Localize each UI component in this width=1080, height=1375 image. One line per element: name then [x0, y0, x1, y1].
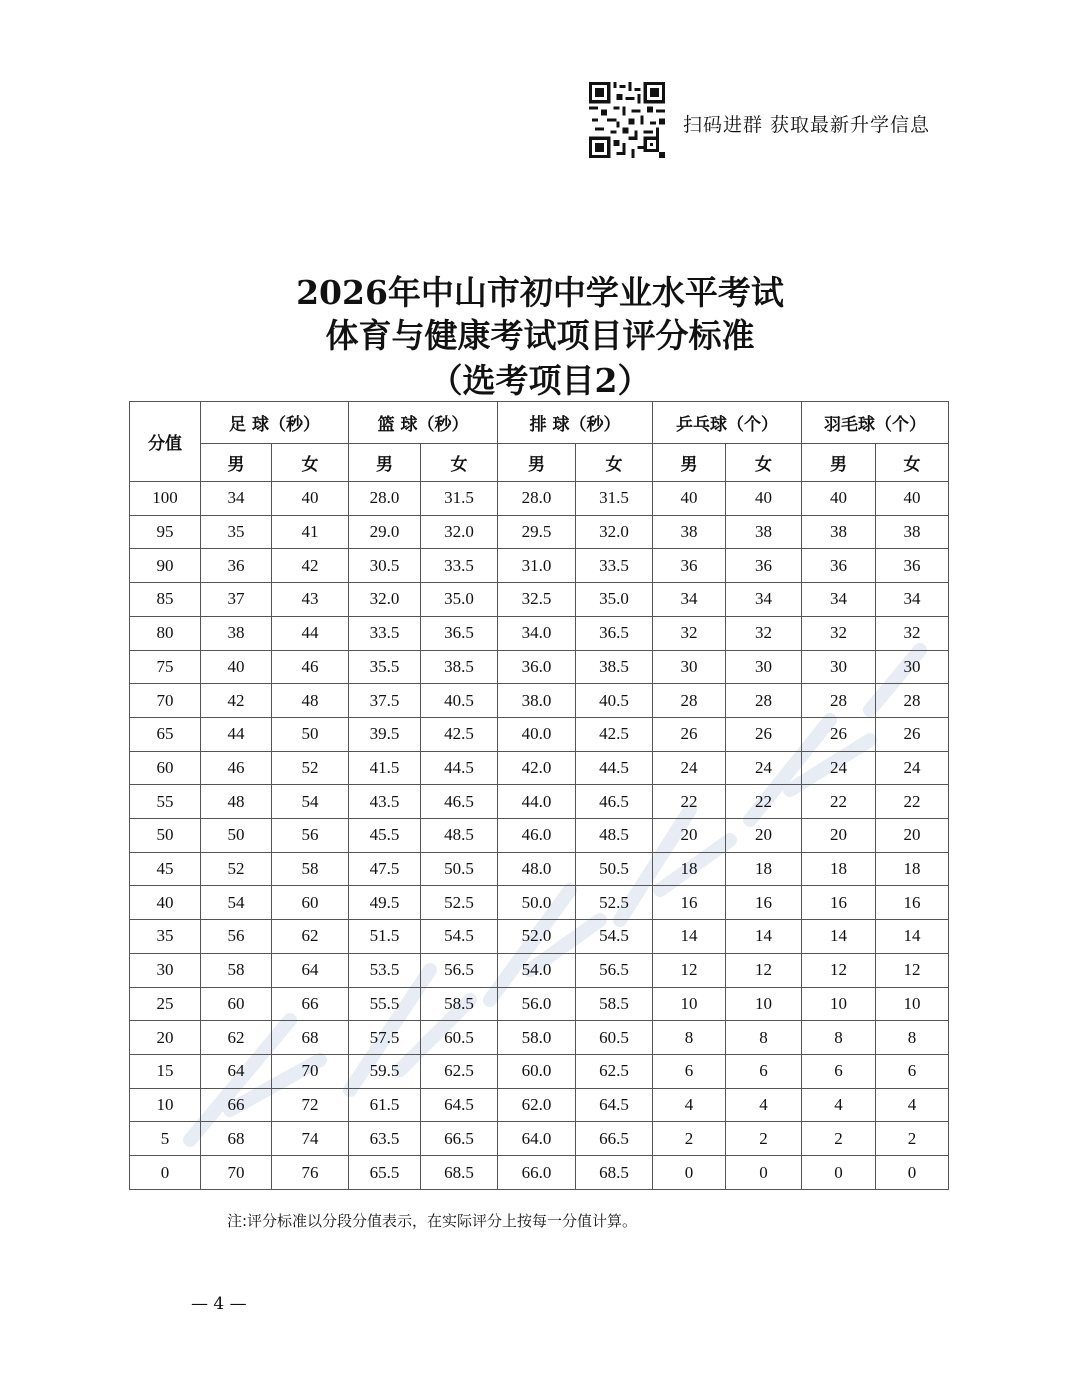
score-cell: 40 [130, 886, 201, 920]
table-cell: 32.0 [421, 515, 498, 549]
table-cell: 22 [802, 785, 876, 819]
score-cell: 10 [130, 1088, 201, 1122]
table-cell: 34.0 [498, 616, 576, 650]
table-cell: 68.5 [421, 1156, 498, 1190]
table-cell: 14 [653, 920, 726, 954]
score-header: 分值 [130, 402, 201, 482]
table-cell: 50.5 [421, 852, 498, 886]
table-cell: 50.5 [576, 852, 653, 886]
table-cell: 30 [876, 650, 949, 684]
table-cell: 32 [802, 616, 876, 650]
qr-caption: 扫码进群 获取最新升学信息 [683, 114, 931, 136]
gender-header-row [130, 444, 949, 482]
score-cell: 60 [130, 751, 201, 785]
table-cell: 66.0 [498, 1156, 576, 1190]
table-cell: 61.5 [349, 1088, 421, 1122]
table-cell: 48 [272, 684, 349, 718]
table-cell: 54.0 [498, 953, 576, 987]
table-cell: 36 [653, 549, 726, 583]
table-cell: 50 [272, 717, 349, 751]
table-cell: 54.5 [576, 920, 653, 954]
table-cell: 12 [802, 953, 876, 987]
table-cell: 4 [653, 1088, 726, 1122]
table-cell: 16 [876, 886, 949, 920]
table-cell: 18 [653, 852, 726, 886]
table-cell: 32 [653, 616, 726, 650]
table-cell: 10 [802, 987, 876, 1021]
table-row [130, 785, 949, 819]
table-cell: 36 [201, 549, 272, 583]
table-cell: 41.5 [349, 751, 421, 785]
table-cell: 28.0 [349, 482, 421, 516]
table-cell: 50.0 [498, 886, 576, 920]
table-row [130, 1122, 949, 1156]
page-title-line-3: （选考项目2） [429, 361, 651, 400]
table-row [130, 1021, 949, 1055]
table-cell: 4 [802, 1088, 876, 1122]
table-cell: 24 [726, 751, 802, 785]
score-cell: 20 [130, 1021, 201, 1055]
table-row [130, 819, 949, 853]
table-cell: 30 [726, 650, 802, 684]
page-number: — 4 — [191, 1294, 247, 1314]
table-cell: 20 [726, 819, 802, 853]
table-cell: 32 [726, 616, 802, 650]
score-cell: 100 [130, 482, 201, 516]
table-cell: 64 [201, 1054, 272, 1088]
page-title-line-2: 体育与健康考试项目评分标准 [325, 316, 755, 355]
table-cell: 42 [272, 549, 349, 583]
table-cell: 42.5 [576, 717, 653, 751]
table-cell: 46 [272, 650, 349, 684]
table-cell: 46 [201, 751, 272, 785]
table-cell: 46.0 [498, 819, 576, 853]
table-cell: 60 [272, 886, 349, 920]
table-cell: 65.5 [349, 1156, 421, 1190]
table-cell: 20 [653, 819, 726, 853]
gender-header: 女 [421, 444, 498, 482]
table-cell: 34 [876, 583, 949, 617]
table-cell: 56.0 [498, 987, 576, 1021]
table-cell: 42 [201, 684, 272, 718]
table-cell: 70 [272, 1054, 349, 1088]
table-cell: 31.0 [498, 549, 576, 583]
table-cell: 29.5 [498, 515, 576, 549]
table-row [130, 987, 949, 1021]
score-cell: 85 [130, 583, 201, 617]
table-cell: 38 [726, 515, 802, 549]
score-cell: 30 [130, 953, 201, 987]
table-cell: 38 [201, 616, 272, 650]
score-cell: 55 [130, 785, 201, 819]
table-cell: 35.5 [349, 650, 421, 684]
table-cell: 20 [876, 819, 949, 853]
table-row [130, 616, 949, 650]
table-cell: 6 [802, 1054, 876, 1088]
table-cell: 2 [726, 1122, 802, 1156]
table-row [130, 1088, 949, 1122]
table-cell: 57.5 [349, 1021, 421, 1055]
table-cell: 32.5 [498, 583, 576, 617]
table-cell: 62.5 [576, 1054, 653, 1088]
table-cell: 50 [201, 819, 272, 853]
table-row [130, 717, 949, 751]
table-cell: 36 [726, 549, 802, 583]
table-cell: 60.5 [421, 1021, 498, 1055]
table-row [130, 953, 949, 987]
table-cell: 40 [272, 482, 349, 516]
page-title-line-1: 2026年中山市初中学业水平考试 [296, 273, 784, 312]
table-cell: 33.5 [421, 549, 498, 583]
table-cell: 40 [726, 482, 802, 516]
table-cell: 62 [201, 1021, 272, 1055]
table-cell: 66.5 [421, 1122, 498, 1156]
table-cell: 8 [876, 1021, 949, 1055]
table-cell: 16 [726, 886, 802, 920]
table-cell: 28 [802, 684, 876, 718]
table-cell: 76 [272, 1156, 349, 1190]
table-cell: 52 [272, 751, 349, 785]
table-cell: 32.0 [576, 515, 653, 549]
table-cell: 52.0 [498, 920, 576, 954]
score-cell: 75 [130, 650, 201, 684]
table-cell: 0 [802, 1156, 876, 1190]
table-cell: 6 [726, 1054, 802, 1088]
table-cell: 42.5 [421, 717, 498, 751]
table-row [130, 583, 949, 617]
table-cell: 18 [726, 852, 802, 886]
table-cell: 46.5 [421, 785, 498, 819]
table-cell: 56.5 [421, 953, 498, 987]
table-cell: 60.0 [498, 1054, 576, 1088]
gender-header: 男 [201, 444, 272, 482]
table-cell: 40 [876, 482, 949, 516]
table-cell: 62 [272, 920, 349, 954]
table-row [130, 920, 949, 954]
table-cell: 28 [726, 684, 802, 718]
table-cell: 54 [201, 886, 272, 920]
table-cell: 14 [726, 920, 802, 954]
table-cell: 34 [653, 583, 726, 617]
table-cell: 33.5 [576, 549, 653, 583]
table-cell: 10 [876, 987, 949, 1021]
table-cell: 48.5 [421, 819, 498, 853]
table-cell: 54.5 [421, 920, 498, 954]
table-cell: 40 [653, 482, 726, 516]
table-cell: 12 [726, 953, 802, 987]
table-cell: 30.5 [349, 549, 421, 583]
table-cell: 45.5 [349, 819, 421, 853]
table-cell: 42.0 [498, 751, 576, 785]
group-header-badminton: 羽毛球（个） [802, 402, 949, 444]
table-cell: 0 [653, 1156, 726, 1190]
gender-header: 男 [498, 444, 576, 482]
table-row [130, 1054, 949, 1088]
table-cell: 64.5 [576, 1088, 653, 1122]
group-header-row [130, 402, 949, 444]
table-cell: 35.0 [421, 583, 498, 617]
gender-header: 男 [802, 444, 876, 482]
table-cell: 28 [876, 684, 949, 718]
group-header-volleyball: 排 球（秒） [498, 402, 653, 444]
table-cell: 56.5 [576, 953, 653, 987]
table-cell: 64.0 [498, 1122, 576, 1156]
table-cell: 66 [272, 987, 349, 1021]
table-cell: 6 [876, 1054, 949, 1088]
table-cell: 40 [201, 650, 272, 684]
table-cell: 36 [802, 549, 876, 583]
group-header-football: 足 球（秒） [201, 402, 349, 444]
table-cell: 56 [201, 920, 272, 954]
table-cell: 22 [876, 785, 949, 819]
table-cell: 47.5 [349, 852, 421, 886]
score-cell: 0 [130, 1156, 201, 1190]
gender-header: 男 [349, 444, 421, 482]
table-cell: 44.0 [498, 785, 576, 819]
table-row [130, 549, 949, 583]
gender-header: 女 [576, 444, 653, 482]
table-cell: 70 [201, 1156, 272, 1190]
table-cell: 74 [272, 1122, 349, 1156]
table-cell: 52.5 [576, 886, 653, 920]
table-cell: 38.5 [421, 650, 498, 684]
score-table [129, 401, 949, 1190]
table-cell: 56 [272, 819, 349, 853]
table-cell: 0 [726, 1156, 802, 1190]
table-cell: 40.0 [498, 717, 576, 751]
table-row [130, 515, 949, 549]
table-cell: 55.5 [349, 987, 421, 1021]
table-cell: 28 [653, 684, 726, 718]
score-cell: 70 [130, 684, 201, 718]
table-cell: 30 [802, 650, 876, 684]
score-table-body [130, 482, 949, 1190]
table-row [130, 886, 949, 920]
table-row [130, 684, 949, 718]
table-cell: 26 [726, 717, 802, 751]
table-cell: 38.0 [498, 684, 576, 718]
table-cell: 37 [201, 583, 272, 617]
score-cell: 25 [130, 987, 201, 1021]
score-cell: 65 [130, 717, 201, 751]
table-cell: 4 [726, 1088, 802, 1122]
footnote: 注:评分标准以分段分值表示，在实际评分上按每一分值计算。 [227, 1212, 638, 1230]
table-row [130, 650, 949, 684]
table-cell: 31.5 [421, 482, 498, 516]
table-cell: 38.5 [576, 650, 653, 684]
gender-header: 男 [653, 444, 726, 482]
table-cell: 8 [802, 1021, 876, 1055]
table-cell: 34 [802, 583, 876, 617]
table-cell: 48.0 [498, 852, 576, 886]
table-cell: 36 [876, 549, 949, 583]
table-cell: 44 [272, 616, 349, 650]
table-cell: 34 [201, 482, 272, 516]
table-cell: 22 [653, 785, 726, 819]
group-header-table-tennis: 乒乓球（个） [653, 402, 802, 444]
gender-header: 女 [726, 444, 802, 482]
table-cell: 60.5 [576, 1021, 653, 1055]
table-cell: 58.0 [498, 1021, 576, 1055]
table-cell: 49.5 [349, 886, 421, 920]
table-cell: 48 [201, 785, 272, 819]
table-cell: 12 [653, 953, 726, 987]
table-cell: 26 [653, 717, 726, 751]
table-row [130, 852, 949, 886]
score-cell: 95 [130, 515, 201, 549]
group-header-basketball: 篮 球（秒） [349, 402, 498, 444]
table-cell: 2 [876, 1122, 949, 1156]
table-cell: 24 [876, 751, 949, 785]
table-cell: 10 [653, 987, 726, 1021]
score-cell: 45 [130, 852, 201, 886]
gender-header: 女 [876, 444, 949, 482]
table-cell: 43 [272, 583, 349, 617]
table-cell: 40.5 [576, 684, 653, 718]
table-cell: 36.5 [421, 616, 498, 650]
score-cell: 35 [130, 920, 201, 954]
table-cell: 36.5 [576, 616, 653, 650]
table-cell: 58.5 [421, 987, 498, 1021]
table-cell: 36.0 [498, 650, 576, 684]
qr-code-image [589, 82, 665, 158]
table-cell: 58 [272, 852, 349, 886]
table-cell: 68.5 [576, 1156, 653, 1190]
table-row [130, 751, 949, 785]
table-cell: 41 [272, 515, 349, 549]
table-cell: 38 [653, 515, 726, 549]
table-cell: 72 [272, 1088, 349, 1122]
table-cell: 6 [653, 1054, 726, 1088]
table-cell: 63.5 [349, 1122, 421, 1156]
table-cell: 35.0 [576, 583, 653, 617]
table-row [130, 482, 949, 516]
table-cell: 44.5 [421, 751, 498, 785]
table-cell: 34 [726, 583, 802, 617]
table-cell: 4 [876, 1088, 949, 1122]
gender-header: 女 [272, 444, 349, 482]
table-cell: 38 [876, 515, 949, 549]
table-cell: 66.5 [576, 1122, 653, 1156]
table-cell: 33.5 [349, 616, 421, 650]
table-cell: 18 [876, 852, 949, 886]
table-cell: 62.5 [421, 1054, 498, 1088]
table-cell: 32.0 [349, 583, 421, 617]
table-cell: 8 [726, 1021, 802, 1055]
table-cell: 62.0 [498, 1088, 576, 1122]
score-cell: 50 [130, 819, 201, 853]
table-cell: 16 [653, 886, 726, 920]
table-cell: 20 [802, 819, 876, 853]
score-cell: 90 [130, 549, 201, 583]
table-cell: 58 [201, 953, 272, 987]
table-cell: 30 [653, 650, 726, 684]
table-cell: 59.5 [349, 1054, 421, 1088]
table-cell: 8 [653, 1021, 726, 1055]
table-cell: 2 [653, 1122, 726, 1156]
table-row [130, 1156, 949, 1190]
table-cell: 38 [802, 515, 876, 549]
table-cell: 40 [802, 482, 876, 516]
table-cell: 48.5 [576, 819, 653, 853]
table-cell: 28.0 [498, 482, 576, 516]
table-cell: 44 [201, 717, 272, 751]
table-cell: 64 [272, 953, 349, 987]
score-cell: 15 [130, 1054, 201, 1088]
table-cell: 66 [201, 1088, 272, 1122]
table-cell: 18 [802, 852, 876, 886]
table-cell: 52.5 [421, 886, 498, 920]
table-cell: 44.5 [576, 751, 653, 785]
table-cell: 24 [802, 751, 876, 785]
table-cell: 54 [272, 785, 349, 819]
table-cell: 26 [876, 717, 949, 751]
table-cell: 40.5 [421, 684, 498, 718]
table-cell: 14 [802, 920, 876, 954]
table-cell: 32 [876, 616, 949, 650]
table-cell: 26 [802, 717, 876, 751]
table-cell: 58.5 [576, 987, 653, 1021]
table-cell: 29.0 [349, 515, 421, 549]
table-cell: 68 [272, 1021, 349, 1055]
table-cell: 52 [201, 852, 272, 886]
table-cell: 39.5 [349, 717, 421, 751]
score-cell: 80 [130, 616, 201, 650]
table-cell: 0 [876, 1156, 949, 1190]
table-cell: 22 [726, 785, 802, 819]
table-cell: 68 [201, 1122, 272, 1156]
table-cell: 14 [876, 920, 949, 954]
table-cell: 12 [876, 953, 949, 987]
table-cell: 35 [201, 515, 272, 549]
score-cell: 5 [130, 1122, 201, 1156]
table-cell: 60 [201, 987, 272, 1021]
table-cell: 37.5 [349, 684, 421, 718]
table-cell: 46.5 [576, 785, 653, 819]
table-cell: 51.5 [349, 920, 421, 954]
table-cell: 53.5 [349, 953, 421, 987]
table-cell: 2 [802, 1122, 876, 1156]
table-cell: 10 [726, 987, 802, 1021]
table-cell: 64.5 [421, 1088, 498, 1122]
table-cell: 24 [653, 751, 726, 785]
table-cell: 16 [802, 886, 876, 920]
table-cell: 31.5 [576, 482, 653, 516]
table-cell: 43.5 [349, 785, 421, 819]
